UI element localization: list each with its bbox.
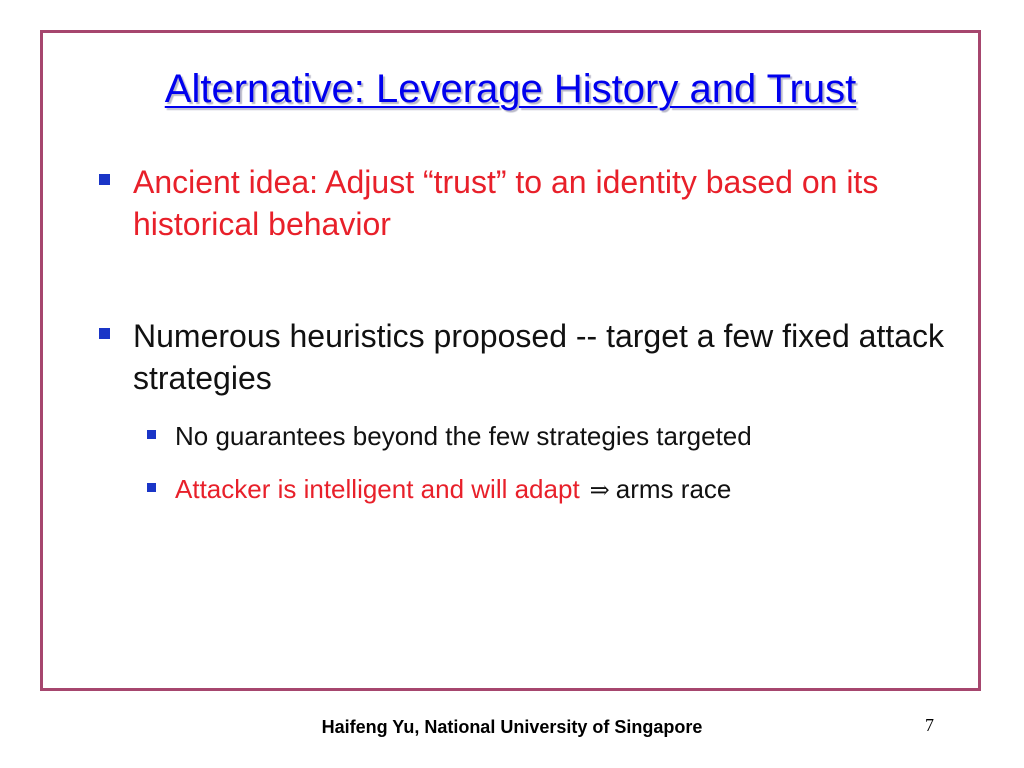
slide-title: Alternative: Leverage History and Trust bbox=[164, 67, 857, 111]
slide-frame bbox=[40, 30, 981, 691]
bullet-square-icon bbox=[147, 430, 156, 439]
slide-footer: Haifeng Yu, National University of Singapore bbox=[321, 717, 703, 737]
bullet-text-2: Numerous heuristics proposed -- target a few fixed attack strategies bbox=[133, 318, 945, 396]
implies-arrow-icon: ⇒ bbox=[589, 476, 610, 504]
sub-bullet-text-black: arms race bbox=[615, 474, 732, 504]
bullet-square-icon bbox=[99, 174, 110, 185]
bullet-square-icon bbox=[147, 483, 156, 492]
page-number: 7 bbox=[925, 715, 934, 735]
bullet-item-1 bbox=[99, 161, 953, 245]
sub-bullet-text-1: No guarantees beyond the few strategies targeted bbox=[175, 421, 752, 451]
sub-bullet-item-2 bbox=[147, 472, 731, 507]
sub-bullet-text-2 bbox=[175, 472, 731, 507]
bullet-square-icon bbox=[99, 328, 110, 339]
bullet-list bbox=[43, 33, 978, 688]
bullet-item-2 bbox=[99, 315, 953, 399]
sub-bullet-item-1 bbox=[147, 419, 752, 453]
bullet-text-1: Ancient idea: Adjust “trust” to an identity based on its historical behavior bbox=[133, 164, 879, 242]
sub-bullet-text-red: Attacker is intelligent and will adapt bbox=[175, 474, 580, 504]
